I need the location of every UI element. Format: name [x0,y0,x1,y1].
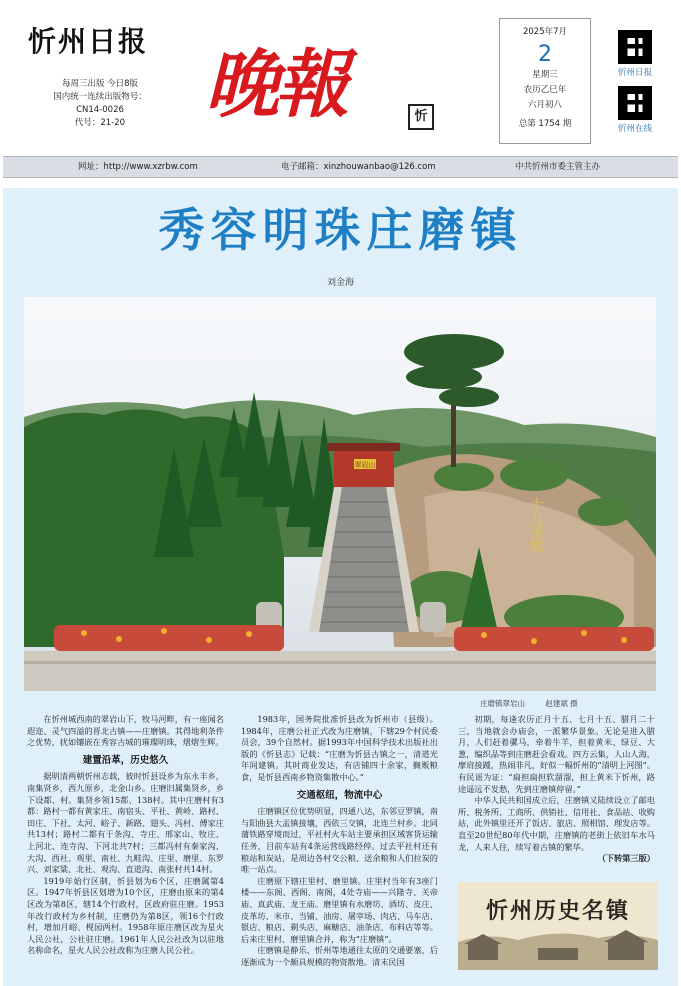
website-link[interactable]: 网址：http://www.xzrbw.com [78,162,198,172]
publication-frequency: 每周三出版 今日8版 [61,79,139,89]
article-column-2 [241,714,438,968]
photo-caption [480,698,660,709]
paragraph: 据明清两朝忻州志载，彼时忻县设乡为东永丰乡，南集贤乡，西九原乡，北金山乡。庄磨旧属集贤乡，乡下设都、村。集贤乡领15都、138村。其中庄磨村有3都：路村一都有黄家庄、南宿头、平社、黄岭、路村、田庄、下社、太河、峪子、新路、翅头、冯村、傅家庄共13村；路村二都有于条沟、寺庄、邢家山、牧庄、上河北、连寺沟、下河北共7村；三都冯村有秦家沟、大沟、西社、观里、南社、九畦沟、庄里、磨里、东罗兴、刘家粱、北社、观沟、直道沟、南张村共14村。 [27,771,224,875]
qr-code-icon[interactable] [618,86,652,120]
photo-rock-inscription: 十九圣境 [528,497,544,553]
qr-label-xinzhou-online: 忻州在线 [617,124,652,134]
logo-stamp: 忻 [408,104,434,130]
paragraph: 初期，每逢农历正月十五、七月十五、腊月二十三，当地就会办庙会，一派繁华景象。无论是进入腊月，人们赶着骡马，牵着牛羊，担着黄米、绿豆、大葱，编织品等到庄磨赶会看戏。四方云集，人山人海，摩肩接踵，热闹非凡，好似一幅忻州的“清明上河图”。有民谣为证：“扁担扁担软溜溜，担上黄米下忻州，路途遥远不发愁，先到庄磨镇停留。” [458,714,655,794]
date-box [499,18,591,144]
section-heading: 建置沿革，历史悠久 [82,754,169,766]
section-heading: 交通枢纽，物流中心 [296,789,383,801]
photo-credit: 赵建斌 摄 [545,699,578,708]
lunar-year: 农历乙巳年 [523,85,567,95]
paragraph: 在忻州城西南的翠岩山下，牧马河畔，有一座闻名遐迩、灵气四溢的晋北古镇——庄磨镇。其得地利条件之优势，扰如镶嵌在秀容古城的璀璨明珠，熠熠生辉。 [27,714,224,748]
email-link[interactable]: 电子邮箱：xinzhouwanbao@126.com [281,162,436,172]
lunar-date: 六月初八 [527,100,562,110]
article-column-3 [458,714,655,865]
issue-number: 总第 1754 期 [518,119,572,129]
article-author: 刘金海 [326,278,354,288]
paragraph: 1983年，国务院批准忻县改为忻州市（县级）。1984年，庄磨公社正式改为庄磨镇，下辖29个村民委员会，39个自然村。据1993年中国科学技术出版社出版的《忻县志》记载：“庄磨为忻县古镇之一，清道光年间建镇。其时商业发达，有店铺四十余家，搁贩粮食，是忻县西南乡物资集散中心。” [241,714,438,782]
date-year-month: 2025年7月 [522,27,568,37]
paragraph: 1919年始行区制，忻县划为6个区，庄磨属第4区。1947年忻县区划增为10个区，庄磨由原来的第4区改为第8区，辖14个行政村，区政府驻庄磨。1953年改行政村为乡村制，庄磨仍为第8区，领16个行政村，增加月峪、枧园两村。1958年原庄磨区改为星火人民公社，公社驻庄磨。1961年人民公社改为以驻地名称命名，星火人民公社改称为庄磨人民公社。 [27,875,224,956]
paragraph: 庄磨原下辖庄里村、磨里镇。庄里村当年有3座门楼——东阁、西阁、南阁，4处寺庙——兴隆寺、关帝庙、真武庙、龙王庙。磨里镇有水磨坊、酒坊、皮庄、皮革坊、米市、当铺、油房、屠宰场、肉店、马车店、银店、粮店、剃头店、麻糖店、油条店、布料店等等。后来庄里村、磨里镇合并，称为“庄磨镇”。 [241,875,438,944]
historic-towns-banner [458,882,658,970]
info-bar [3,156,678,178]
paper-name: 忻州日报 [28,25,149,58]
paragraph: 中华人民共和国成立后，庄磨镇又陆续设立了邮电所、税务所、工商所、供销社、信用社、食品站、收购站，此外镇里还开了饭店、旅店、照相馆、理发店等。直至20世纪80年代中期，庄磨镇的老街上依旧车水马龙，人来人往，续写着古镇的繁华。 [458,795,655,852]
article-headline: 秀容明珠庄磨镇 [158,203,523,257]
banner-title: 忻州历史名镇 [485,898,631,924]
publication-info [30,78,170,130]
issn-label: 国内统一连续出版物号： [53,92,147,102]
qr-code-icon[interactable] [618,30,652,64]
continuation-note: （下转第三版） [597,853,655,864]
qr-label-xinzhou-daily: 忻州日报 [617,68,652,78]
issn-number: CN14-0026 [76,105,124,115]
date-weekday: 星期三 [532,70,558,80]
date-day: 2 [538,42,552,67]
sponsor-text: 中共忻州市委主管主办 [515,162,601,172]
postal-code: 代号：21-20 [74,118,126,128]
article-column-1 [27,714,224,957]
paragraph: 庄磨镇区位优势明显，四通八达，东邻豆罗镇，南与阳曲县大盂镇接壤，西依三交镇，北连兰村乡。北同蒲铁路穿境而过，平社村火车站主要承担区域客货运输任务，目前车站有4条运营线路经停。过去平社村还有粮站和炭站，是周边各村交公粮、送余粮和人们拉炭的唯一站点。 [241,806,438,875]
article-photo [24,297,656,691]
paragraph: 庄磨镇是静乐、忻州等地通往太原的交通要塞，后逐渐成为一个颇具规模的物资散地。清末民国 [241,945,438,967]
logo-text: 晚報 [205,42,345,128]
gate-sign: 翠岩山 [354,461,376,469]
photo-caption-title: 庄磨镇翠岩山 [480,699,525,708]
